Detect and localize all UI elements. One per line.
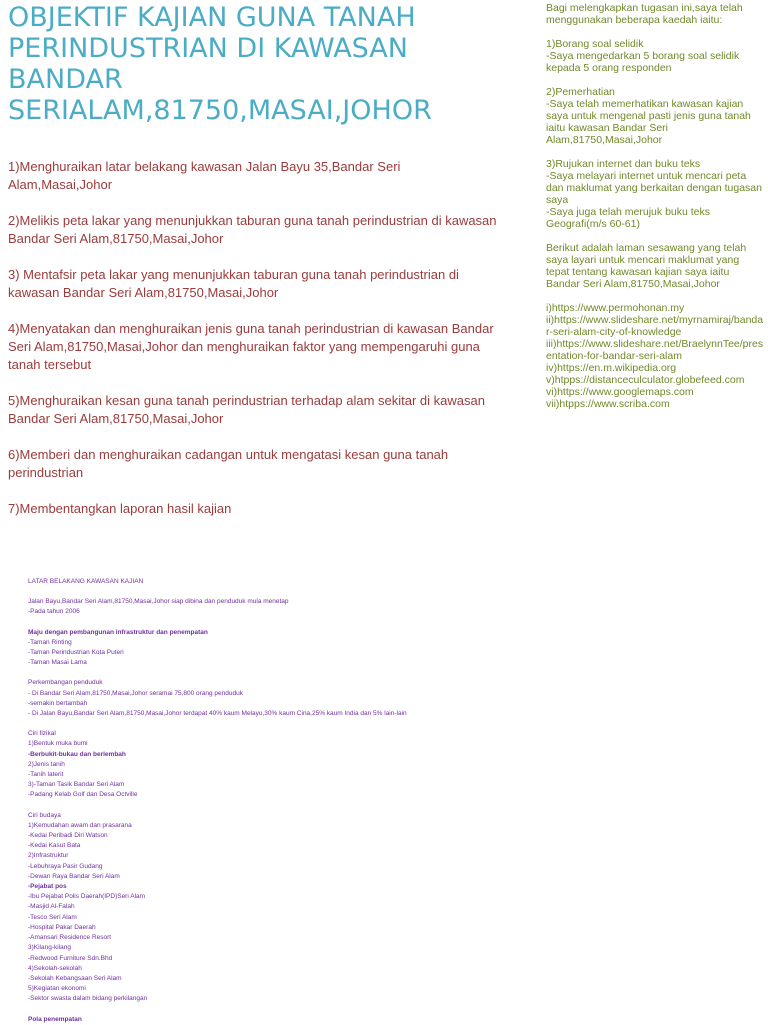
spacer <box>28 618 508 628</box>
background-line: LATAR BELAKANG KAWASAN KAJIAN <box>28 578 144 585</box>
title-line: BANDAR <box>8 64 123 95</box>
background-line: Maju dengan pembangunan infrastruktur dan penempatan <box>28 628 208 636</box>
reference-link[interactable]: v)htpps://distanceculculator.globefeed.com <box>546 374 745 386</box>
background-line: - Di Bandar Seri Alam,81750,Masai,Johor seramai 75,800 orang penduduk <box>28 689 243 697</box>
background-line: Ciri fizikal <box>28 730 56 738</box>
background-line: -Masjid Al-Falah <box>28 903 75 911</box>
background-line: -Redwood Furniture Sdn.Bhd <box>28 954 113 962</box>
method-heading: 3)Rujukan internet dan buku teks <box>546 158 701 170</box>
background-line: 1)Bentuk muka bumi <box>28 740 88 748</box>
background-line: -Dewan Raya Bandar Seri Alam <box>28 872 120 880</box>
objective-item: 6)Memberi dan menghuraikan cadangan untuk mengatasi kesan guna tanah perindustrian <box>8 447 449 480</box>
background-line: Perkembangan penduduk <box>28 679 103 687</box>
reference-link[interactable]: i)https://www.permohonan.my <box>546 302 685 314</box>
objective-item: 2)Melikis peta lakar yang menunjukkan taburan guna tanah perindustrian di kawasan Bandar Seri Alam,81750,Masai,Johor <box>8 213 497 246</box>
title-line: OBJEKTIF KAJIAN GUNA TANAH <box>8 2 416 33</box>
method-detail: -Saya telah memerhatikan kawasan kajian saya untuk mengenal pasti jenis guna tanah iaitu kawasan Bandar Seri Alam,81750,Masai,Johor <box>546 98 751 146</box>
background-line: 1)Kemudahan awam dan prasarana <box>28 821 132 829</box>
reference-link[interactable]: ii)https://www.slideshare.net/myrnamiraj/bandar-seri-alam-city-of-knowledge <box>546 314 764 338</box>
background-line: -Hospital Pakar Daerah <box>28 923 96 931</box>
method-group <box>546 158 764 230</box>
background-line: 5)Kegiatan ekonomi <box>28 985 86 993</box>
objective-item: 3) Mentafsir peta lakar yang menunjukkan taburan guna tanah perindustrian di kawasan Bandar Seri Alam,81750,Masai,Johor <box>8 267 459 300</box>
background-line: -Pejabat pos <box>28 883 67 891</box>
background-line: 3)-Taman Tasik Bandar Seri Alam <box>28 781 125 789</box>
reference-link[interactable]: vii)htpps://www.scriba.com <box>546 398 670 410</box>
method-heading: 2)Pemerhatian <box>546 86 615 98</box>
page-title <box>8 2 528 126</box>
background-line: -Amansari Residence Resort <box>28 934 112 942</box>
background-line: -Tanih laterit <box>28 771 64 779</box>
background-line: -Sekolah Kebangsaan Seri Alam <box>28 974 122 982</box>
background-line: 2)Jenis tanih <box>28 760 65 768</box>
method-detail: -Saya melayari internet untuk mencari peta dan maklumat yang berkaitan dengan tugasan saya <box>546 170 762 206</box>
reference-link[interactable]: iii)https://www.slideshare.net/BraelynnTee/presentation-for-bandar-seri-alam <box>546 338 764 362</box>
background-line: -Ibu Pejabat Polis Daerah(IPD)Seri Alam <box>28 893 146 901</box>
links-intro: Berikut adalah laman sesawang yang telah saya layari untuk mencari maklumat yang tepat tentang kawasan kajian saya iaitu Bandar Seri Alam,81750,Masai,Johor <box>546 242 747 290</box>
background-line: 2)Infrastruktur <box>28 852 69 860</box>
spacer <box>28 1005 508 1015</box>
background-line: -semakin bertambah <box>28 699 88 707</box>
background-line: -Berbukit-bukau dan berlembah <box>28 750 126 758</box>
objective-item: 1)Menghuraikan latar belakang kawasan Jalan Bayu 35,Bandar Seri Alam,Masai,Johor <box>8 159 401 192</box>
reference-link[interactable]: vi)https://www.googlemaps.com <box>546 386 694 398</box>
background-line: -Tesco Seri Alam <box>28 913 77 921</box>
spacer <box>28 587 508 597</box>
background-line: 3)Kilang-kilang <box>28 944 71 952</box>
title-line: SERIALAM,81750,MASAI,JOHOR <box>8 95 432 126</box>
background-line: -Sektor swasta dalam bidang perkilangan <box>28 995 148 1003</box>
methods-intro: Bagi melengkapkan tugasan ini,saya telah menggunakan beberapa kaedah iaitu: <box>546 2 743 26</box>
reference-links <box>546 302 764 410</box>
objective-item: 5)Menghuraikan kesan guna tanah perindustrian terhadap alam sekitar di kawasan Bandar Seri Alam,81750,Masai,Johor <box>8 393 485 426</box>
methods-list <box>546 38 764 230</box>
method-group <box>546 86 764 146</box>
method-group <box>546 38 764 74</box>
title-line: PERINDUSTRIAN DI KAWASAN <box>8 33 408 64</box>
method-detail: -Saya mengedarkan 5 borang soal selidik kepada 5 orang responden <box>546 50 740 74</box>
background-line: -Taman Masai Lama <box>28 659 87 667</box>
objective-item: 7)Membentangkan laporan hasil kajian <box>8 501 232 516</box>
background-line: Ciri budaya <box>28 811 61 819</box>
background-line: 4)Sekolah-sekolah <box>28 964 82 972</box>
method-heading: 1)Borang soal selidik <box>546 38 644 50</box>
methods-column <box>546 2 764 410</box>
objective-item: 4)Menyatakan dan menghuraikan jenis guna tanah perindustrian di kawasan Bandar Seri Alam,81750,Masai,Johor dan menghuraikan faktor yang mempengaruhi guna tanah tersebut <box>8 321 494 372</box>
background-line: -Kedai Kasut Bata <box>28 842 81 850</box>
objectives-list <box>8 158 498 536</box>
reference-link[interactable]: iv)https://en.m.wikipedia.org <box>546 362 677 374</box>
method-detail: -Saya juga telah merujuk buku teks Geografi(m/s 60-61) <box>546 206 711 230</box>
background-line: -Taman Perindustrian Kota Puteri <box>28 649 124 657</box>
background-line: -Lebuhraya Pasir Gudang <box>28 862 103 870</box>
background-line: -Taman Rinting <box>28 638 72 646</box>
background-line: -Padang Kelab Golf dan Desa Octville <box>28 791 138 799</box>
background-line: -Kedai Peribadi Diri Watson <box>28 832 108 840</box>
background-line: Pola penempatan <box>28 1015 82 1023</box>
background-notes <box>28 577 508 1025</box>
spacer <box>28 801 508 811</box>
background-line: - Di Jalan Bayu,Bandar Seri Alam,81750,Masai,Johor terdapat 40% kaum Melayu,30% kaum Cina,25% kaum India dan 5% lain-lain <box>28 710 407 718</box>
background-line: -Pada tahun 2006 <box>28 608 80 616</box>
spacer <box>28 668 508 678</box>
spacer <box>28 719 508 729</box>
background-line: Jalan Bayu,Bandar Seri Alam,81750,Masai,Johor siap dibina dan penduduk mula menetap <box>28 598 289 606</box>
